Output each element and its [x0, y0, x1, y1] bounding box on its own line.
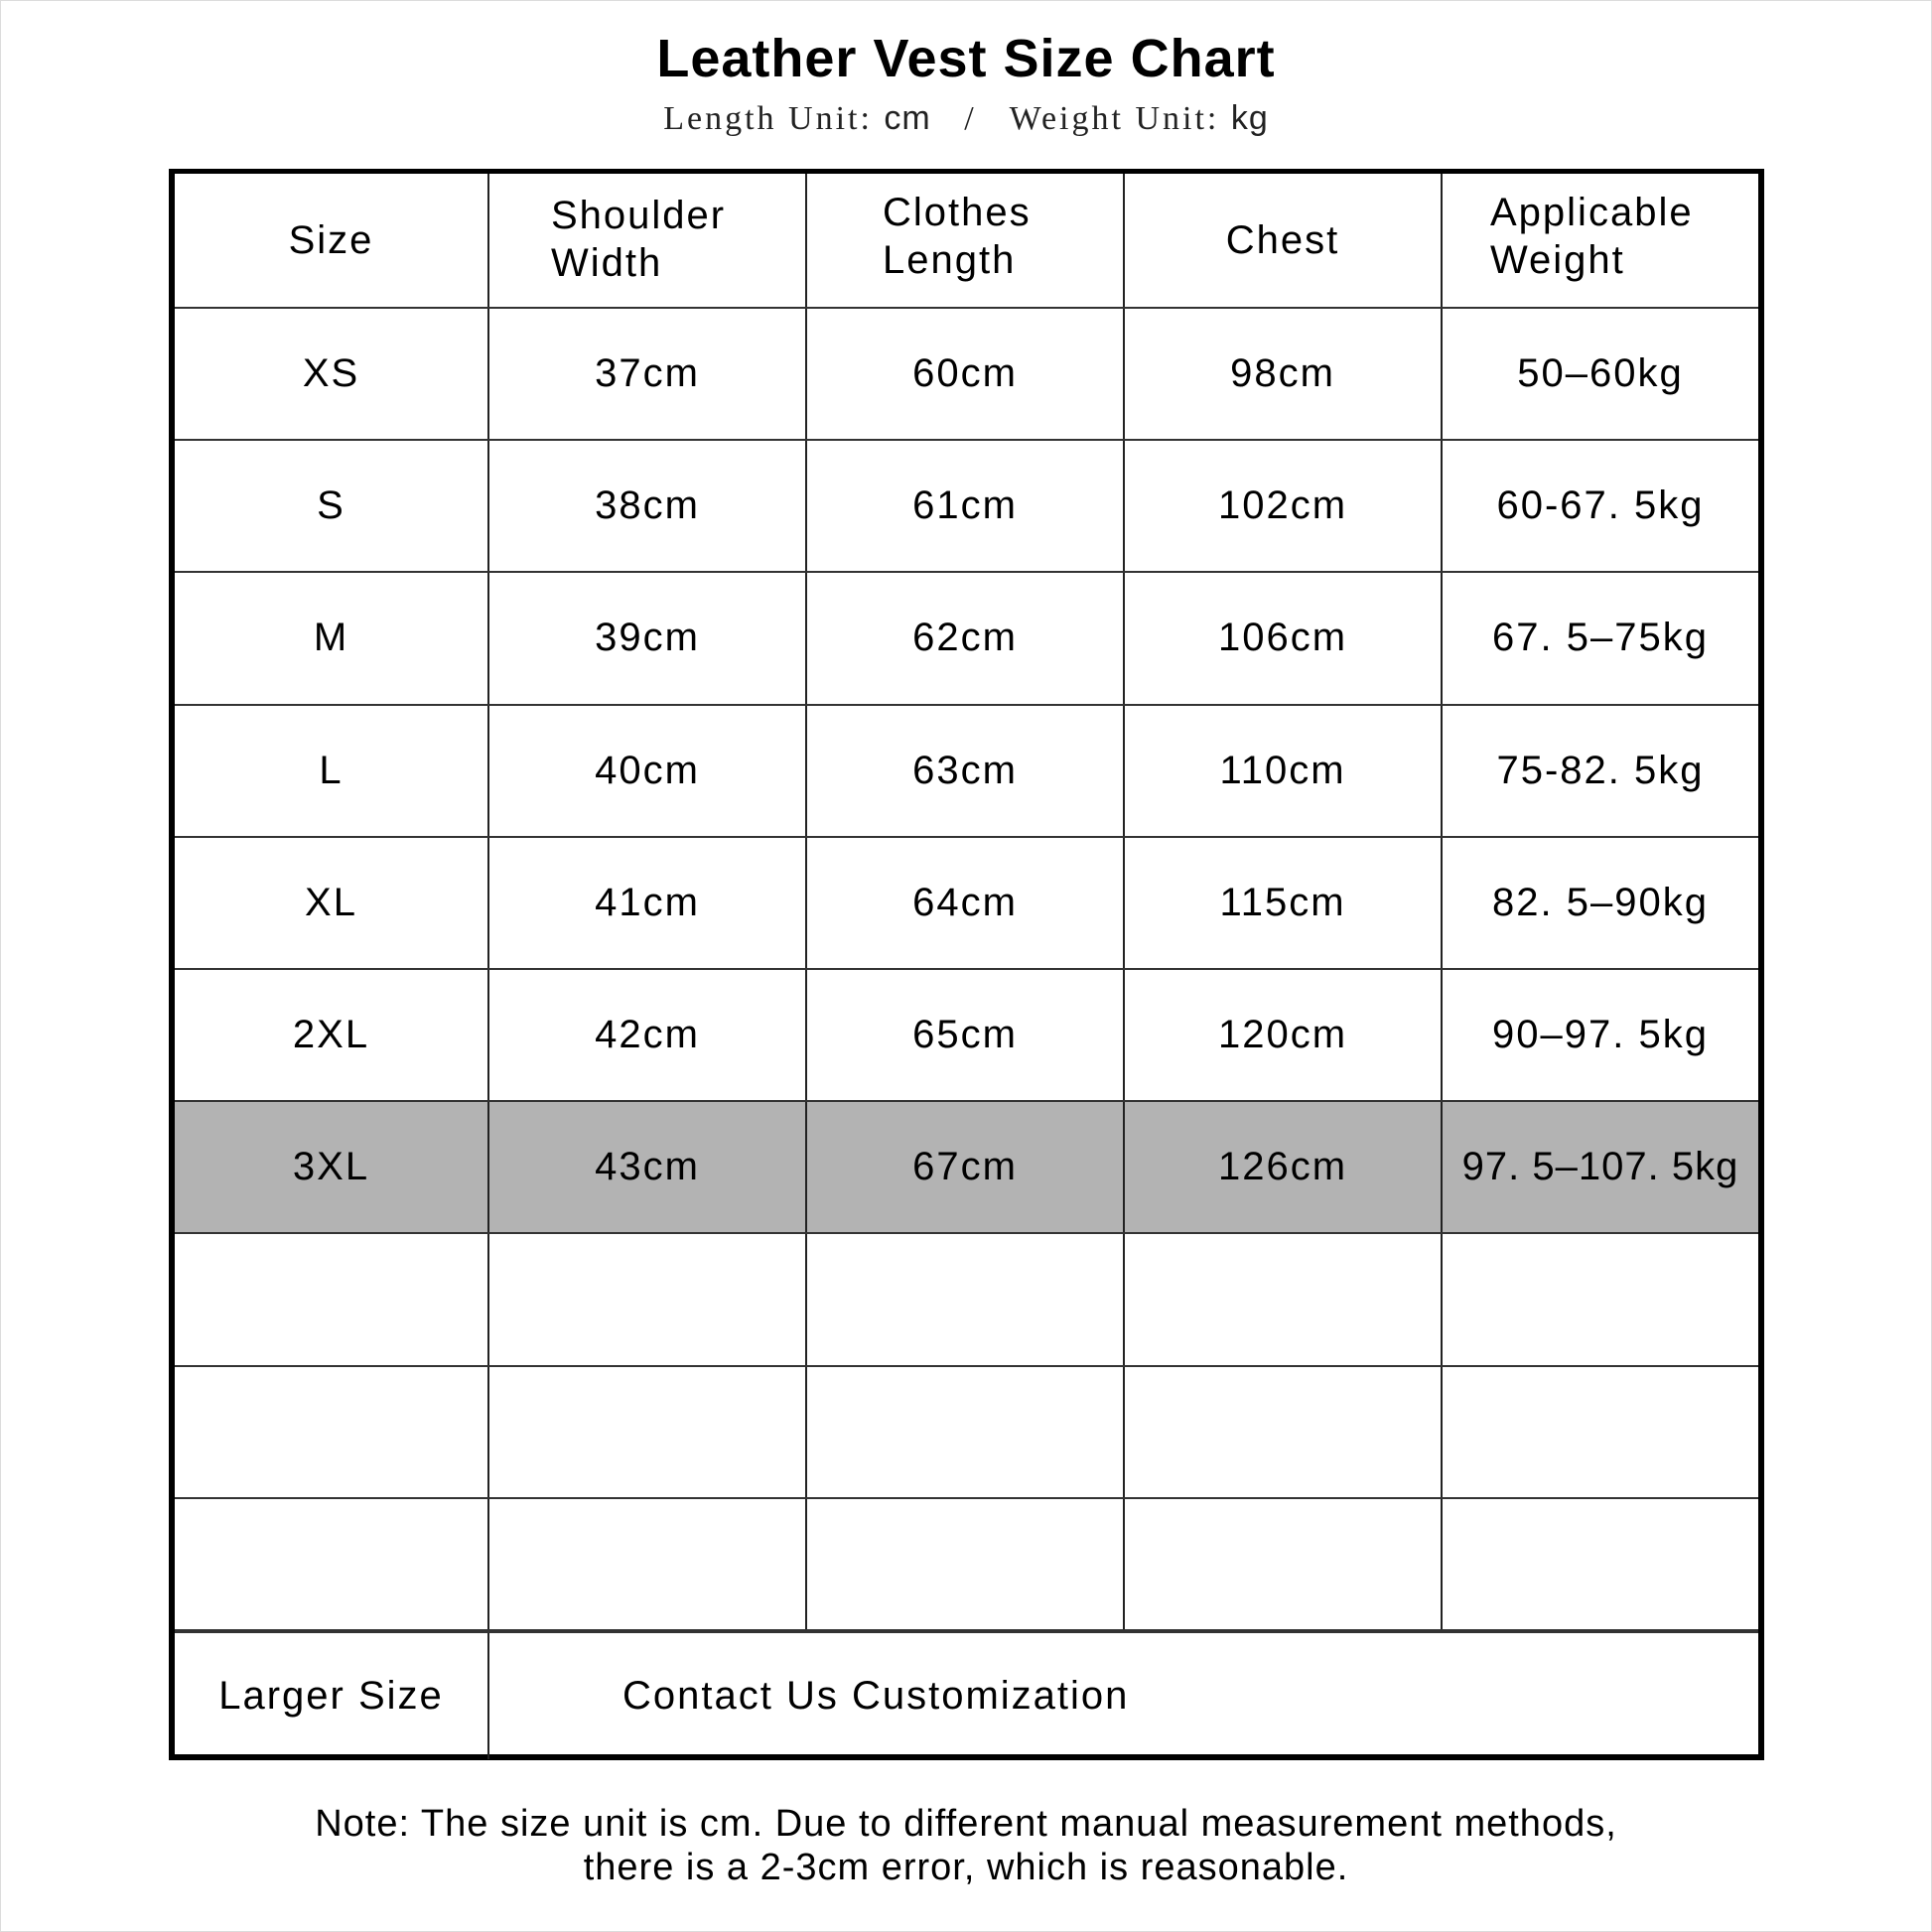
cell-applicable-weight: 90–97. 5kg [1492, 1013, 1709, 1057]
cell-clothes-length: 65cm [807, 970, 1125, 1100]
cell-chest: 98cm [1125, 309, 1443, 439]
cell-shoulder-width [489, 1499, 807, 1629]
cell-applicable-weight: 97. 5–107. 5kg [1461, 1145, 1739, 1189]
cell-applicable-weight [1443, 1499, 1758, 1629]
cell-shoulder-width: 41cm [489, 838, 807, 968]
cell-size: XL [175, 838, 489, 968]
header-row [175, 174, 1758, 309]
cell-applicable-weight: 67. 5–75kg [1492, 616, 1709, 660]
length-unit-label: Length Unit: [663, 100, 873, 137]
header-applicable-weight [1443, 174, 1758, 307]
header-shoulder-width [489, 174, 807, 307]
page-title: Leather Vest Size Chart [656, 29, 1276, 88]
cell-clothes-length [807, 1234, 1125, 1364]
cell-chest [1125, 1367, 1443, 1497]
cell-shoulder-width [489, 1367, 807, 1497]
cell-applicable-weight: 75-82. 5kg [1496, 748, 1705, 792]
cell-chest: 106cm [1125, 573, 1443, 703]
cell-size: 2XL [175, 970, 489, 1100]
header-size-label: Size [288, 218, 374, 262]
cell-chest [1125, 1499, 1443, 1629]
header-label-line: Weight [1490, 238, 1625, 282]
cell-size: XS [175, 309, 489, 439]
table-row [175, 706, 1758, 838]
length-unit-value: cm [884, 99, 931, 137]
cell-shoulder-width: 43cm [489, 1102, 807, 1232]
cell-chest: 126cm [1125, 1102, 1443, 1232]
cell-chest: 115cm [1125, 838, 1443, 968]
cell-clothes-length [807, 1367, 1125, 1497]
cell-size [175, 1499, 489, 1629]
header-chest [1125, 174, 1443, 307]
cell-clothes-length: 62cm [807, 573, 1125, 703]
header-size [175, 174, 489, 307]
cell-clothes-length: 64cm [807, 838, 1125, 968]
cell-shoulder-width: 40cm [489, 706, 807, 836]
cell-clothes-length: 63cm [807, 706, 1125, 836]
table-row [175, 1499, 1758, 1631]
cell-applicable-weight: 82. 5–90kg [1492, 880, 1709, 924]
cell-applicable-weight: 60-67. 5kg [1496, 483, 1705, 528]
table-row [175, 838, 1758, 970]
footer-label: Larger Size [175, 1633, 489, 1759]
cell-size: L [175, 706, 489, 836]
footnote-line-2: there is a 2-3cm error, which is reasonable. [583, 1847, 1349, 1888]
header-label-line: Shoulder [551, 194, 727, 237]
table-row [175, 309, 1758, 441]
header-label-line: Applicable [1490, 191, 1694, 234]
cell-clothes-length: 61cm [807, 441, 1125, 571]
footnote-line-1: Note: The size unit is cm. Due to different manual measurement methods, [315, 1803, 1617, 1845]
header-clothes-length [807, 174, 1125, 307]
cell-chest: 102cm [1125, 441, 1443, 571]
table-row [175, 573, 1758, 705]
table-row [175, 441, 1758, 573]
table-row [175, 1234, 1758, 1366]
cell-clothes-length [807, 1499, 1125, 1629]
cell-shoulder-width: 37cm [489, 309, 807, 439]
footnote [0, 1802, 1932, 1889]
cell-size: S [175, 441, 489, 571]
cell-applicable-weight [1443, 1367, 1758, 1497]
cell-chest: 110cm [1125, 706, 1443, 836]
table-row [175, 1367, 1758, 1499]
cell-chest [1125, 1234, 1443, 1364]
footer-row [175, 1631, 1758, 1759]
cell-size [175, 1367, 489, 1497]
cell-shoulder-width [489, 1234, 807, 1364]
table-row [175, 1102, 1758, 1234]
cell-size: M [175, 573, 489, 703]
header-label-line: Length [883, 238, 1017, 282]
cell-clothes-length: 60cm [807, 309, 1125, 439]
cell-chest: 120cm [1125, 970, 1443, 1100]
cell-size [175, 1234, 489, 1364]
cell-shoulder-width: 39cm [489, 573, 807, 703]
units-subtitle [0, 99, 1932, 138]
header-chest-label: Chest [1225, 218, 1340, 262]
size-chart-table [169, 169, 1764, 1760]
cell-applicable-weight [1443, 1234, 1758, 1364]
weight-unit-label: Weight Unit: [1009, 100, 1220, 137]
cell-shoulder-width: 38cm [489, 441, 807, 571]
cell-size: 3XL [175, 1102, 489, 1232]
header-label-line: Clothes [883, 191, 1032, 234]
cell-clothes-length: 67cm [807, 1102, 1125, 1232]
cell-applicable-weight: 50–60kg [1517, 351, 1684, 396]
weight-unit-value: kg [1230, 99, 1269, 137]
cell-shoulder-width: 42cm [489, 970, 807, 1100]
header-label-line: Width [551, 241, 663, 285]
unit-separator: / [964, 100, 977, 137]
table-row [175, 970, 1758, 1102]
footer-contact-link[interactable]: Contact Us Customization [622, 1674, 1130, 1718]
